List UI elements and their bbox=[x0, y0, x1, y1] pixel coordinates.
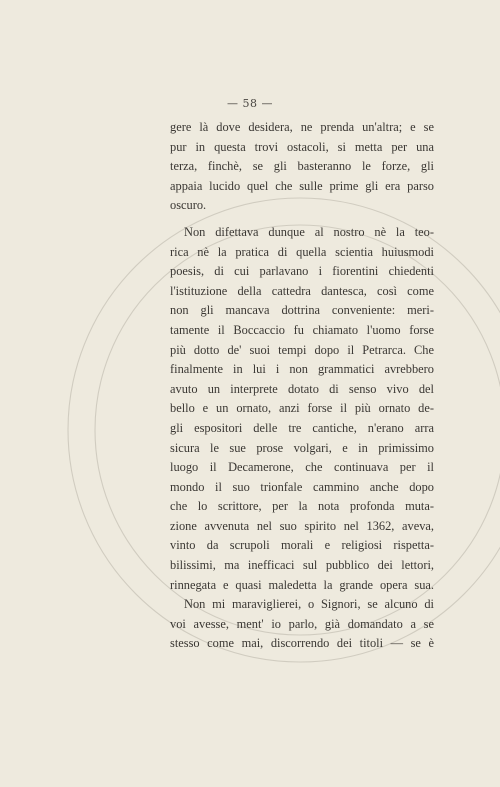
text-line: poesis, di cui parlavano i fiorentini chiedenti bbox=[170, 264, 434, 279]
text-line: stesso come mai, discorrendo dei titoli — se è bbox=[170, 636, 434, 651]
text-line: bilissimi, ma inefficaci sul pubblico dei lettori, bbox=[170, 558, 434, 573]
text-line: sicura le sue prose volgari, e in primissimo bbox=[170, 440, 434, 455]
text-line: avuto un interprete dotato di senso vivo del bbox=[170, 381, 434, 396]
text-line: Non mi maraviglierei, o Signori, se alcuno di bbox=[184, 597, 434, 612]
text-line: gere là dove desidera, ne prenda un'altra; e se bbox=[170, 120, 434, 134]
text-line: appaia lucido quel che sulle prime gli era parso bbox=[170, 178, 434, 193]
text-line: bello e un ornato, anzi forse il più ornato de- bbox=[170, 401, 434, 416]
text-line: oscuro. bbox=[170, 198, 207, 213]
text-line: mondo il suo trionfale cammino anche dopo bbox=[170, 479, 434, 494]
text-line: gli espositori delle tre cantiche, n'erano arra bbox=[170, 420, 434, 435]
text-line: rica nè la pratica di quella scientia huiusmodi bbox=[170, 244, 434, 259]
text-line: che lo scrittore, per la nota profonda muta- bbox=[170, 499, 434, 514]
text-line: vinto da scrupoli morali e religiosi rispetta- bbox=[170, 538, 434, 553]
text-line: terza, finchè, se gli basteranno le forze, gli bbox=[170, 159, 434, 174]
text-line: più dotto de' suoi tempi dopo il Petrarca. Che bbox=[170, 342, 434, 357]
text-line: luogo il Decamerone, che continuava per il bbox=[170, 460, 434, 475]
paragraph bbox=[170, 595, 434, 654]
text-line: voi avesse, ment' io parlo, già domandato a se bbox=[170, 616, 434, 631]
paragraph-gap bbox=[170, 216, 434, 223]
text-line: tamente il Boccaccio fu chiamato l'uomo forse bbox=[170, 322, 434, 337]
text-line: finalmente in lui i non grammatici avrebbero bbox=[170, 362, 434, 377]
body-text bbox=[170, 118, 434, 654]
paragraph bbox=[170, 223, 434, 595]
text-line: non gli mancava dottrina conveniente: meri- bbox=[170, 303, 434, 318]
paragraph bbox=[170, 118, 434, 216]
page-number: — 58 — bbox=[227, 97, 273, 110]
text-line: zione avvenuta nel suo spirito nel 1362, aveva, bbox=[170, 518, 434, 533]
text-line: rinnegata e quasi maledetta la grande opera sua. bbox=[170, 577, 434, 592]
text-line: Non difettava dunque al nostro nè la teo- bbox=[184, 224, 434, 239]
text-line: pur in questa trovi ostacoli, si metta per una bbox=[170, 139, 434, 154]
text-line: l'istituzione della cattedra dantesca, così come bbox=[170, 283, 434, 298]
